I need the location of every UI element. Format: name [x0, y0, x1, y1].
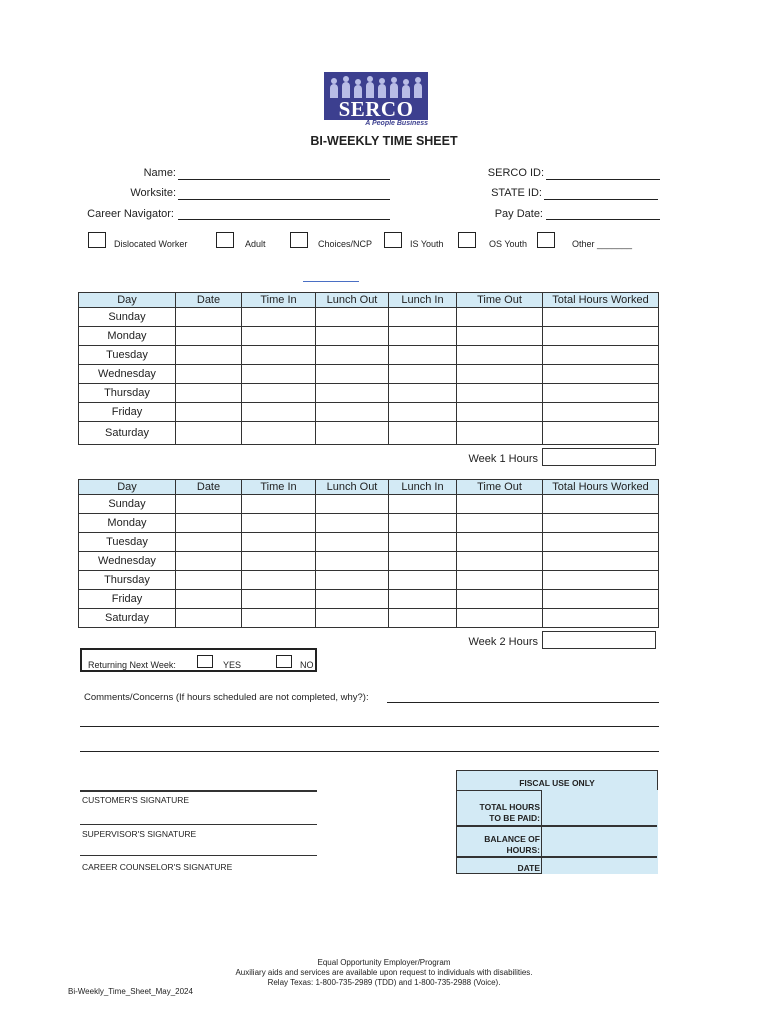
balance-label-1: BALANCE OF: [484, 834, 540, 844]
header-lunch-in: Lunch In: [389, 293, 457, 308]
table-row: [79, 514, 659, 533]
table-row: [79, 552, 659, 571]
no-checkbox[interactable]: [276, 655, 292, 668]
day-cell: Sunday: [79, 495, 176, 514]
header-lunch-in: Lunch In: [389, 480, 457, 495]
customer-signature-line[interactable]: [80, 790, 317, 792]
day-cell: Wednesday: [79, 552, 176, 571]
comments-line-2[interactable]: [80, 726, 659, 727]
choices-ncp-checkbox[interactable]: [290, 232, 308, 248]
adult-checkbox[interactable]: [216, 232, 234, 248]
week1-hours-label: Week 1 Hours: [468, 453, 538, 465]
page-title: BI-WEEKLY TIME SHEET: [310, 134, 458, 148]
fiscal-date-field[interactable]: [542, 858, 656, 874]
adult-label: Adult: [245, 239, 266, 249]
os-youth-label: OS Youth: [489, 239, 528, 249]
header-day: Day: [79, 480, 176, 495]
state-id-label: STATE ID:: [491, 187, 542, 199]
returning-next-week-box: [80, 648, 317, 672]
career-counselor-signature-line[interactable]: [80, 855, 317, 856]
other-label: Other _______: [572, 239, 633, 249]
name-field[interactable]: [178, 179, 390, 180]
day-cell: Tuesday: [79, 533, 176, 552]
table-row: [79, 533, 659, 552]
header-total-hours: Total Hours Worked: [543, 480, 659, 495]
header-day: Day: [79, 293, 176, 308]
header-lunch-out: Lunch Out: [316, 293, 389, 308]
fiscal-date-label: DATE: [517, 863, 540, 873]
week2-hours-field[interactable]: [542, 631, 656, 649]
state-id-field[interactable]: [544, 199, 658, 200]
dislocated-worker-checkbox[interactable]: [88, 232, 106, 248]
career-counselor-signature-label: CAREER COUNSELOR'S SIGNATURE: [82, 862, 233, 872]
logo-wordmark: SERCO: [324, 98, 428, 120]
is-youth-label: IS Youth: [410, 239, 444, 249]
table-row: [79, 403, 659, 422]
other-checkbox[interactable]: [537, 232, 555, 248]
day-cell: Wednesday: [79, 365, 176, 384]
header-date: Date: [176, 480, 242, 495]
yes-label: YES: [223, 660, 242, 670]
no-label: NO: [300, 660, 314, 670]
logo-tagline: A People Business: [365, 120, 428, 127]
week1-hours-field[interactable]: [542, 448, 656, 466]
footer-aux: Auxiliary aids and services are available upon request to individuals with disabilities.: [235, 968, 533, 977]
career-navigator-field[interactable]: [178, 219, 390, 220]
week2-header-row: [79, 480, 659, 495]
table-row: [79, 571, 659, 590]
worksite-field[interactable]: [178, 199, 390, 200]
worksite-label: Worksite:: [130, 187, 176, 199]
fiscal-title: FISCAL USE ONLY: [519, 778, 595, 788]
day-cell: Thursday: [79, 571, 176, 590]
returning-label: Returning Next Week:: [88, 660, 176, 670]
week1-table: [78, 292, 659, 445]
table-row: [79, 346, 659, 365]
dislocated-worker-label: Dislocated Worker: [114, 239, 188, 249]
total-hours-label-1: TOTAL HOURS: [479, 802, 540, 812]
week2-hours-label: Week 2 Hours: [468, 636, 538, 648]
header-time-in: Time In: [242, 480, 316, 495]
table-row: [79, 365, 659, 384]
balance-field[interactable]: [542, 827, 656, 855]
header-date: Date: [176, 293, 242, 308]
supervisor-signature-label: SUPERVISOR'S SIGNATURE: [82, 829, 197, 839]
comments-line-1[interactable]: [387, 702, 659, 703]
document-id: Bi-Weekly_Time_Sheet_May_2024: [68, 987, 193, 996]
day-cell: Monday: [79, 327, 176, 346]
balance-label-2: HOURS:: [506, 845, 540, 855]
table-row: [79, 308, 659, 327]
day-cell: Friday: [79, 590, 176, 609]
serco-id-field[interactable]: [546, 179, 660, 180]
career-navigator-label: Career Navigator:: [87, 208, 174, 220]
day-cell: Tuesday: [79, 346, 176, 365]
yes-checkbox[interactable]: [197, 655, 213, 668]
os-youth-checkbox[interactable]: [458, 232, 476, 248]
logo-people-banner: [324, 72, 428, 98]
fiscal-use-box: [456, 770, 658, 874]
day-cell: Thursday: [79, 384, 176, 403]
header-total-hours: Total Hours Worked: [543, 293, 659, 308]
footer-eoe: Equal Opportunity Employer/Program: [317, 958, 451, 967]
name-label: Name:: [143, 167, 176, 179]
serco-logo: [324, 72, 428, 130]
footer-relay: Relay Texas: 1-800-735-2989 (TDD) and 1-800-735-2988 (Voice).: [267, 978, 501, 987]
day-cell: Saturday: [79, 422, 176, 445]
table-row: [79, 495, 659, 514]
day-cell: Saturday: [79, 609, 176, 628]
week2-table: [78, 479, 659, 628]
table-row: [79, 609, 659, 628]
choices-ncp-label: Choices/NCP: [318, 239, 373, 249]
day-cell: Friday: [79, 403, 176, 422]
table-row: [79, 422, 659, 445]
total-hours-label-2: TO BE PAID:: [489, 813, 540, 823]
total-hours-field[interactable]: [542, 791, 656, 825]
table-row: [79, 327, 659, 346]
table-row: [79, 590, 659, 609]
header-lunch-out: Lunch Out: [316, 480, 389, 495]
comments-line-3[interactable]: [80, 751, 659, 752]
day-cell: Monday: [79, 514, 176, 533]
comments-label: Comments/Concerns (If hours scheduled are not completed, why?):: [84, 692, 369, 703]
pay-date-field[interactable]: [546, 219, 660, 220]
header-time-out: Time Out: [457, 293, 543, 308]
pay-date-label: Pay Date:: [494, 208, 543, 220]
serco-id-label: SERCO ID:: [487, 167, 544, 179]
week1-header-row: [79, 293, 659, 308]
day-cell: Sunday: [79, 308, 176, 327]
header-time-in: Time In: [242, 293, 316, 308]
header-time-out: Time Out: [457, 480, 543, 495]
customer-signature-label: CUSTOMER'S SIGNATURE: [82, 795, 190, 805]
blue-divider: [303, 281, 359, 282]
table-row: [79, 384, 659, 403]
is-youth-checkbox[interactable]: [384, 232, 402, 248]
supervisor-signature-line[interactable]: [80, 824, 317, 825]
